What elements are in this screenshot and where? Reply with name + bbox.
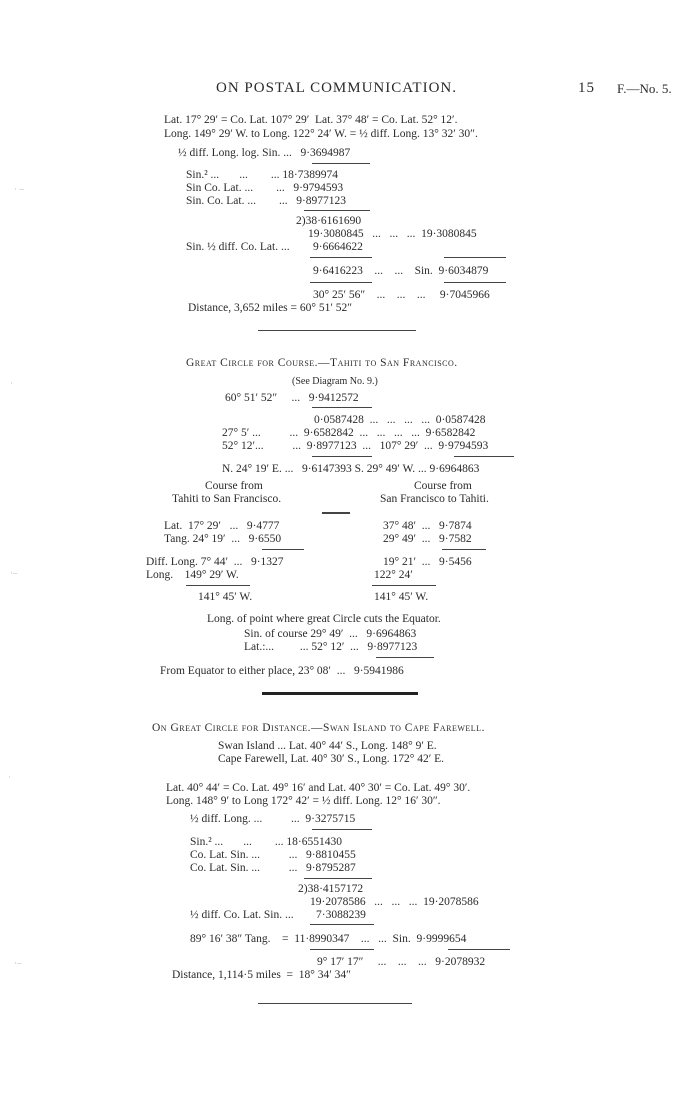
sum-rule [310, 282, 372, 283]
equator-heading: Long. of point where great Circle cuts the Equator. [207, 613, 441, 625]
section1-row: 2)38·6161690 [296, 215, 362, 227]
section1-row: 9·6416223 ... ... Sin. 9·6034879 [313, 265, 489, 277]
section2-row: N. 24° 19′ E. ... 9·6147393 S. 29° 49′ W. ... 9·6964863 [222, 463, 480, 475]
margin-mark: · – [14, 184, 24, 194]
course-right-heading: Course from [414, 480, 472, 492]
course-left-heading: Course from [205, 480, 263, 492]
sf-calc-row: 37° 48′ ... 9·7874 [383, 520, 472, 532]
section3-title: On Great Circle for Distance.—Swan Island to Cape Farewell. [152, 722, 485, 734]
sum-rule [444, 257, 506, 258]
section1-row: 19·3080845 ... ... ... 19·3080845 [308, 228, 477, 240]
sum-rule [454, 456, 514, 457]
sum-rule [304, 210, 370, 211]
tahiti-calc-row: Lat. 17° 29′ ... 9·4777 [164, 520, 280, 532]
sum-rule [310, 924, 374, 925]
sum-rule [304, 878, 372, 879]
page-title: ON POSTAL COMMUNICATION. [216, 80, 458, 96]
sum-rule [312, 407, 372, 408]
course-right-heading: San Francisco to Tahiti. [380, 493, 489, 505]
section-divider-thick [262, 692, 418, 695]
section3-row: Co. Lat. Sin. ... ... 9·8795287 [190, 862, 356, 874]
sum-rule [310, 257, 372, 258]
section3-row: 2)38·4157172 [298, 883, 364, 895]
section1-line2: Long. 149° 29′ W. to Long. 122° 24′ W. = ½ diff. Long. 13° 32′ 30″. [164, 128, 478, 140]
margin-mark: ·– [14, 958, 22, 968]
sum-rule [376, 657, 434, 658]
section-divider [258, 330, 416, 331]
sum-rule [262, 549, 304, 550]
section3-place: Swan Island ... Lat. 40° 44′ S., Long. 148° 9′ E. [218, 740, 437, 752]
section1-row-value: 9·6664622 [313, 241, 363, 253]
tahiti-calc-row: Tang. 24° 19′ ... 9·6550 [164, 533, 282, 545]
equator-row: Sin. of course 29° 49′ ... 9·6964863 [244, 628, 417, 640]
sum-rule [312, 163, 370, 164]
section2-row: 0·0587428 ... ... ... ... 0·0587428 [314, 414, 486, 426]
equator-row: Lat.:... ... 52° 12′ ... 9·8977123 [244, 641, 418, 653]
margin-mark: ·– [10, 568, 18, 578]
section2-subtitle: (See Diagram No. 9.) [292, 376, 378, 387]
sum-rule [442, 549, 486, 550]
section2-row: 52° 12′... ... 9·8977123 ... 107° 29′ ... 9·9794593 [222, 440, 489, 452]
section2-title: Great Circle for Course.—Tahiti to San Francisco. [186, 357, 458, 369]
section3-place: Cape Farewell, Lat. 40° 30′ S., Long. 172° 42′ E. [218, 753, 444, 765]
sf-calc-row: 122° 24′ [374, 569, 413, 581]
sum-rule [372, 585, 436, 586]
section3-row: 89° 16′ 38″ Tang. = 11·8990347 ... ... Sin. 9·9999654 [190, 933, 467, 945]
sum-rule [312, 456, 372, 457]
margin-mark: · [10, 378, 13, 388]
section1-row: Sin.² ... ... ... 18·7389974 [186, 169, 338, 181]
sum-rule [310, 949, 374, 950]
section3-row: Co. Lat. Sin. ... ... 9·8810455 [190, 849, 356, 861]
section2-row: 60° 51′ 52″ ... 9·9412572 [225, 392, 359, 404]
section3-line2: Long. 148° 9′ to Long 172° 42′ = ½ diff. Long. 12° 16′ 30″. [166, 795, 441, 807]
tahiti-calc-result: 141° 45′ W. [198, 591, 253, 603]
section-divider [258, 1003, 412, 1004]
sf-calc-result: 141° 45′ W. [374, 591, 429, 603]
section3-distance: Distance, 1,114·5 miles = 18° 34′ 34″ [172, 969, 351, 981]
equator-result: From Equator to either place, 23° 08′ ... 9·5941986 [160, 665, 404, 677]
tahiti-calc-row: Diff. Long. 7° 44′ ... 9·1327 [146, 556, 284, 568]
section1-row: ½ diff. Long. log. Sin. ... 9·3694987 [178, 147, 351, 159]
section1-row: 30° 25′ 56″ ... ... ... 9·7045966 [313, 289, 490, 301]
section1-row: Sin Co. Lat. ... ... 9·9794593 [186, 182, 344, 194]
short-rule [322, 512, 350, 514]
section1-row-label: Sin. ½ diff. Co. Lat. ... [186, 241, 290, 253]
section2-row: 27° 5′ ... ... 9·6582842 ... ... ... ... 9·6582842 [222, 427, 476, 439]
section1-distance: Distance, 3,652 miles = 60° 51′ 52″ [188, 302, 353, 314]
section1-row: Sin. Co. Lat. ... ... 9·8977123 [186, 195, 347, 207]
section3-row: 9° 17′ 17″ ... ... ... 9·2078932 [317, 956, 486, 968]
course-left-heading: Tahiti to San Francisco. [172, 493, 282, 505]
section3-row: 19·2078586 ... ... ... 19·2078586 [310, 896, 479, 908]
sum-rule [448, 949, 510, 950]
section3-line1: Lat. 40° 44′ = Co. Lat. 49° 16′ and Lat. 40° 30′ = Co. Lat. 49° 30′. [166, 782, 471, 794]
sum-rule [312, 829, 372, 830]
tahiti-calc-row: Long. 149° 29′ W. [146, 569, 239, 581]
sf-calc-row: 19° 21′ ... 9·5456 [383, 556, 472, 568]
margin-mark: · [8, 772, 11, 782]
paper-reference: F.—No. 5. [617, 81, 672, 96]
section3-row: Sin.² ... ... ... 18·6551430 [190, 836, 342, 848]
section3-row-label: ½ diff. Co. Lat. Sin. ... [190, 909, 294, 921]
section3-row: ½ diff. Long. ... ... 9·3275715 [190, 813, 356, 825]
section3-row-value: 7·3088239 [316, 909, 366, 921]
section1-line1: Lat. 17° 29′ = Co. Lat. 107° 29′ Lat. 37° 48′ = Co. Lat. 52° 12′. [164, 114, 458, 126]
sum-rule [444, 282, 506, 283]
page-number: 15 [578, 80, 595, 96]
sum-rule [186, 585, 250, 586]
sf-calc-row: 29° 49′ ... 9·7582 [383, 533, 472, 545]
